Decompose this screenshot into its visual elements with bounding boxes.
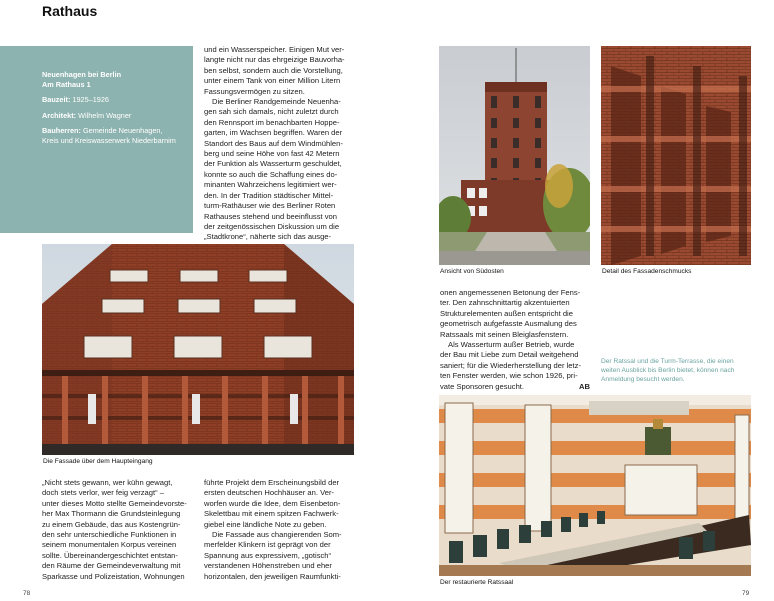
text-line: Als Wasserturm außer Betrieb, wurde	[448, 340, 575, 350]
caption-detail: Detail des Fassadenschmucks	[602, 268, 692, 275]
text-line: Sparkasse und Polizeistation, Wohnungen	[42, 571, 185, 581]
text-column-right	[440, 288, 590, 392]
text-line: worfen wurde die Idee, dem Eisenbeton-	[204, 498, 341, 508]
architekt-label: Architekt:	[42, 110, 77, 120]
side-caption-line: Der Ratssal und die Turm-Terrasse, die einen	[601, 358, 734, 365]
text-line: der zeitgenössischen Diskussion um die	[204, 221, 340, 231]
text-line: minanten Wahrzeichens legitimiert wer-	[204, 180, 337, 190]
text-line: ten Fenster werden, wie schon 1926, pri-	[440, 371, 578, 381]
text-line: sollte. Übereinandergeschichtet entstan-	[42, 550, 178, 560]
page-title: Rathaus	[42, 3, 98, 19]
text-line: Die Berliner Randgemeinde Neuenha-	[212, 97, 341, 107]
text-line: Fassungsvermögen zu sitzen.	[204, 86, 305, 96]
bauherren-value-1: Gemeinde Neuenhagen,	[82, 126, 163, 136]
caption-facade: Die Fassade über dem Haupteingang	[43, 458, 153, 465]
text-line: garten, im Wachsen begriffen. Waren der	[204, 128, 343, 138]
text-line: geometrisch aufgefasste Ausmalung des	[440, 319, 577, 329]
text-line: Standort des Baus auf dem Windmühlen-	[204, 138, 343, 148]
text-line: den sehr unterschiedliche Funktionen in	[42, 530, 177, 540]
text-line: der Funktion als Wasserturm geschuldet,	[204, 159, 342, 169]
page-number-right: 79	[742, 590, 750, 597]
text-column-bottom-left	[42, 478, 192, 582]
text-line	[440, 382, 590, 392]
text-line: turm-Rathäuser wie des Berliner Roten	[204, 201, 336, 211]
bauherren-value-2: Kreis und Kreiswasserwerk Niederbarnim	[42, 135, 176, 145]
text-line: ter. Den zahnschnittartig akzentuierten	[440, 298, 570, 308]
text-line: unter einem Tank von einer Million Litern	[204, 76, 341, 86]
text-line: doch stets verlor, wer feig verzagt“ –	[42, 488, 164, 498]
text-line: unter dieses Motto stellte Gemeindevorste-	[42, 498, 187, 508]
text-line: den Räume der Gemeindeverwaltung mit	[42, 561, 181, 571]
text-line: „Nicht stets gewann, wer kühn gewagt,	[42, 478, 173, 487]
text-line: Ratssaals mit seinen Bleiglasfenstern.	[440, 329, 569, 339]
council-hall-photo	[439, 395, 751, 576]
caption-hall: Der restaurierte Ratssaal	[440, 579, 514, 586]
text-line: seinem monumentalen Korpus vereinen	[42, 540, 177, 550]
side-caption	[601, 358, 751, 384]
text-line: verstandenen Höhenstreben und eher	[204, 561, 332, 571]
text-line: konnte so auch die Schaffung eines do-	[204, 169, 338, 179]
text-line: Skelettbau mit einem spitzen Fachwerk-	[204, 509, 339, 519]
text-line: gen sah sich damals, nicht zuletzt durch	[204, 107, 339, 117]
text-line: den. In der Tradition städtischer Mittel-	[204, 190, 334, 200]
text-line: zu einem Gebäude, das aus Kostengrün-	[42, 519, 181, 529]
architekt-value: Wilhelm Wagner	[78, 110, 132, 120]
side-caption-line: Anmeldung besucht werden.	[601, 375, 685, 383]
text-line: giebel eine ländliche Note zu geben.	[204, 519, 327, 529]
bauzeit-label: Bauzeit:	[42, 95, 71, 105]
text-line: Rathauses stehend und beeinflusst von	[204, 211, 337, 221]
tower-photo	[439, 46, 590, 265]
text-column-top	[204, 45, 354, 243]
text-line: onen angemessenen Betonung der Fens-	[440, 288, 581, 297]
caption-southeast: Ansicht von Südosten	[440, 268, 504, 275]
text-line: und ein Wasserspeicher. Einigen Mut ver-	[204, 45, 345, 54]
text-line: der Bau mit Liebe zum Detail weitgehend	[440, 350, 579, 360]
page-number-left: 78	[23, 590, 31, 597]
bauzeit-value: 1925–1926	[72, 95, 109, 105]
location-line-2: Am Rathaus 1	[42, 79, 91, 89]
text-line: horizontalen, den jeweiligen Raumfunkti-	[204, 571, 341, 581]
author-signature: AB	[579, 381, 590, 391]
text-line: langte nicht nur das ehrgeizige Bauvorha-	[204, 55, 345, 65]
text-line: Spannung aus expressivem, „gotisch“	[204, 550, 332, 560]
text-line: Strukturelementen außen entspricht die	[440, 308, 573, 318]
text-line-end: vate Sponsoren gesucht.	[440, 381, 525, 391]
text-line: merfelder Klinkern ist geprägt von der	[204, 540, 331, 550]
text-line: saniert; für die Wiederherstellung der letz-	[440, 360, 581, 370]
text-line: „Stadtkrone“, näherte sich das ausge-	[204, 232, 332, 242]
text-line: den Rennsport im benachbarten Hoppe-	[204, 117, 340, 127]
text-line: führte Projekt dem Erscheinungsbild der	[204, 478, 340, 487]
facade-photo	[42, 244, 354, 455]
text-line: berg und seine Höhe von fast 42 Metern	[204, 149, 340, 159]
side-caption-line: weiten Ausblick bis Berlin bietet, können nach	[601, 366, 735, 374]
bauherren-label: Bauherren:	[42, 126, 81, 136]
text-line: her Max Thormann die Grundsteinlegung	[42, 509, 181, 519]
text-line: ben selbst, sondern auch die Vorstellung,	[204, 65, 343, 75]
text-line: ersten deutschen Hochhäuser an. Ver-	[204, 488, 335, 498]
location-line-1: Neuenhagen bei Berlin	[42, 70, 122, 79]
text-column-bottom-mid	[204, 478, 354, 582]
detail-photo	[601, 46, 751, 265]
text-line: Die Fassade aus changierenden Som-	[212, 530, 342, 540]
info-box	[0, 46, 193, 233]
